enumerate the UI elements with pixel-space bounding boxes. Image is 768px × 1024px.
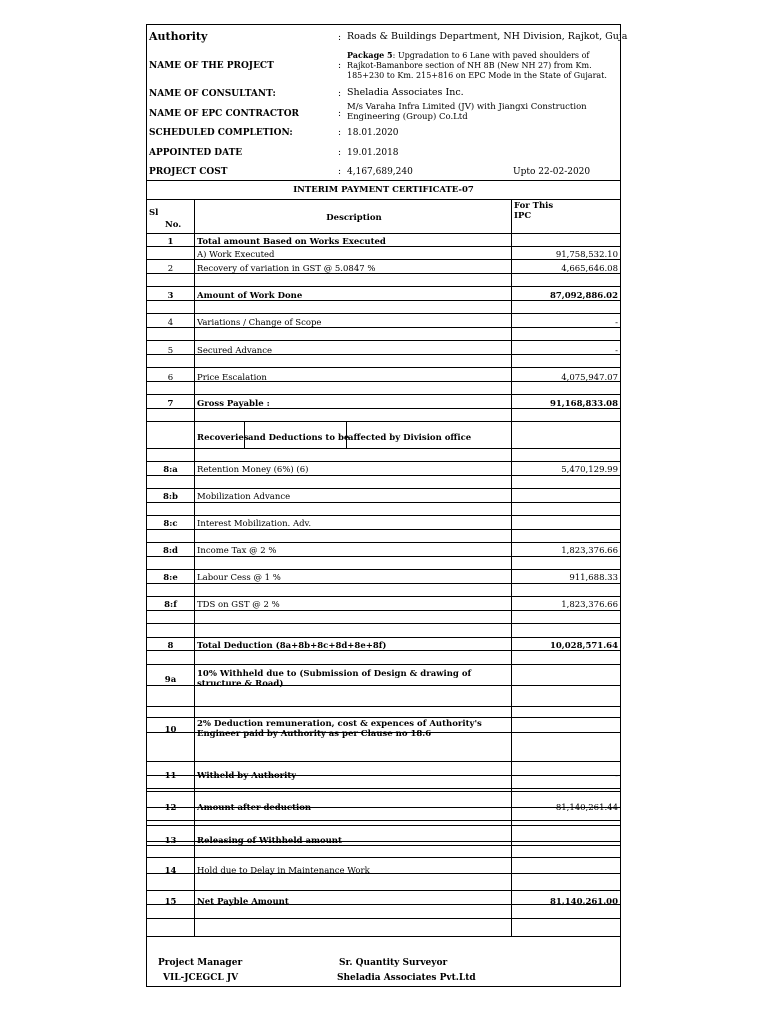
table-row-line [147,936,620,937]
colon: : [338,61,342,71]
table-row-line [147,421,620,422]
row-amount: 91,758,532.10 [555,250,618,260]
row-no: 8:a [163,465,178,475]
table-row-line [147,596,620,597]
table-row-line [147,461,620,462]
col-ipc-line1: For This [514,201,554,211]
divider [147,180,620,181]
row-desc: Net Payble Amount [197,897,289,907]
completion-label: SCHEDULED COMPLETION: [149,128,293,138]
appointed-label: APPOINTED DATE [149,148,243,158]
recoveries-part2: and Deductions to be [248,433,350,443]
row-desc: Price Escalation [197,373,267,383]
row-desc: Labour Cess @ 1 % [197,573,281,583]
colon: : [338,33,342,43]
row-desc: Interest Mobilization. Adv. [197,519,312,529]
row-no: 8:c [163,519,178,529]
row-no: 7 [167,399,174,409]
row-desc: Releasing of Withheld amount [197,836,342,846]
table-row-line [147,367,620,368]
row-no: 4 [167,318,174,328]
recoveries-part3: affected by Division office [348,433,472,443]
upto-date: Upto 22-02-2020 [513,167,591,177]
colon: : [338,128,342,138]
table-row-line [147,890,620,891]
package-label: Package 5 [347,50,393,60]
row-amount: 4,075,947.07 [561,373,618,383]
table-row-line [147,717,620,718]
table-row-line [147,820,620,821]
signature-left-org: VIL-JCEGCL JV [163,973,239,983]
table-row-line [147,515,620,516]
row-desc: 10% Withheld due to (Submission of Design & drawing of structure & Road) [197,669,472,689]
row-amount: 911,688.33 [569,573,618,583]
row-no: 11 [164,771,177,781]
table-row-line [147,761,620,762]
certificate-title: INTERIM PAYMENT CERTIFICATE-07 [293,185,474,195]
table-row-line [147,233,620,234]
table-row-line [147,610,620,611]
table-row-line [147,340,620,341]
row-desc: Amount of Work Done [197,291,303,301]
row-amount: 10,028,571.64 [549,641,618,651]
row-desc: 2% Deduction remuneration, cost & expences of Authority's Engineer paid by Authority as per Clause no 18.6 [197,719,482,739]
table-row-line [147,475,620,476]
table-row-line [147,529,620,530]
authority-value: Roads & Buildings Department, NH Division, Rajkot, Guja [347,31,628,42]
row-amount: 81,140,261.00 [549,897,618,907]
row-no: 5 [167,346,174,356]
table-row-line [147,448,620,449]
table-row-line [147,313,620,314]
table-row-line [147,583,620,584]
ipc-sheet [146,24,628,987]
row-amount: 91,168,833.08 [549,399,618,409]
col-description: Description [326,213,382,223]
colon: : [338,89,342,99]
row-no: 8:f [164,600,177,610]
table-row-line [147,623,620,624]
table-row-line [147,788,620,789]
consultant-label: NAME OF CONSULTANT: [149,89,276,99]
row-no: 15 [164,897,177,907]
appointed-value: 19.01.2018 [347,148,399,158]
row-desc: A) Work Executed [197,250,275,260]
signature-right-title: Sr. Quantity Surveyor [339,958,448,968]
table-row-line [147,542,620,543]
row-amount: 87,092,886.02 [549,291,618,301]
table-row-line [147,488,620,489]
row-amount: 81,140,261.44 [555,803,618,813]
row-no: 8 [167,641,174,651]
row-amount: - [615,346,618,356]
table-row-line [147,394,620,395]
row-amount: 1,823,376.66 [561,600,618,610]
table-row-line [147,286,620,287]
row-desc: Witheld by Authority [197,771,297,781]
table-row-line [147,918,620,919]
completion-value: 18.01.2020 [347,128,399,138]
colon: : [338,109,342,119]
table-column-line [511,199,512,936]
signature-right-org: Sheladia Associates Pvt.Ltd [337,973,476,983]
row-no: 8:b [163,492,178,502]
col-si: Sl [149,208,159,218]
table-row-line [147,857,620,858]
row-desc: Amount after deduction [197,803,312,813]
project-description: : Upgradation to 6 Lane with paved shoulders of Rajkot-Bamanbore section of NH 8B (New NH 27) from Km. 185+230 to Km. 215+816 on EPC Mode in the State of Gujarat. [347,51,607,80]
recoveries-part1: Recoveries [197,433,249,443]
row-no: 6 [167,373,174,383]
row-amount: - [615,771,618,781]
row-no: 8:d [163,546,178,556]
row-amount: - [615,318,618,328]
table-row-line [147,502,620,503]
row-amount: 1,823,376.66 [561,546,618,556]
row-amount: 5,470,129.99 [561,465,618,475]
table-row-line [147,637,620,638]
row-desc: Income Tax @ 2 % [197,546,277,556]
row-desc: TDS on GST @ 2 % [197,600,280,610]
project-label: NAME OF THE PROJECT [149,61,274,71]
table-row-line [147,556,620,557]
row-no: 2 [167,264,174,274]
table-row-line [147,664,620,665]
col-ipc-line2: IPC [514,211,532,221]
col-no: No. [165,220,182,230]
project-value [347,50,619,81]
colon: : [338,148,342,158]
row-no: 10 [164,725,177,735]
signature-left-title: Project Manager [158,958,243,968]
table-row-line [147,569,620,570]
row-no: 13 [164,836,177,846]
table-row-line [147,791,620,792]
row-no: 1 [167,237,174,247]
row-desc: Mobilization Advance [197,492,291,502]
row-desc: Hold due to Delay in Maintenance Work [197,866,370,876]
table-row-line [147,825,620,826]
contractor-value: M/s Varaha Infra Limited (JV) with Jiangxi Construction Engineering (Group) Co.Ltd [347,102,587,122]
row-no: 9a [164,675,177,685]
cost-label: PROJECT COST [149,167,228,177]
divider [147,199,620,200]
row-desc: Secured Advance [197,346,273,356]
row-desc: Total Deduction (8a+8b+8c+8d+8e+8f) [197,641,387,651]
row-no: 8:e [163,573,178,583]
colon: : [338,167,342,177]
table-row-line [147,706,620,707]
row-desc: Total amount Based on Works Executed [197,237,386,247]
authority-label: Authority [149,30,208,43]
row-desc: Recovery of variation in GST @ 5.0847 % [197,264,376,274]
row-amount: 4,665,646.08 [561,264,618,274]
contractor-label: NAME OF EPC CONTRACTOR [149,109,300,119]
table-column-line [194,199,195,936]
row-desc: Retention Money (6%) (6) [197,465,309,475]
cost-value: 4,167,689,240 [347,167,413,177]
row-desc: Variations / Change of Scope [197,318,322,328]
row-no: 3 [167,291,174,301]
row-no: 14 [164,866,177,876]
row-no: 12 [164,803,177,813]
consultant-value: Sheladia Associates Inc. [347,87,464,98]
row-desc: Gross Payable : [197,399,270,409]
